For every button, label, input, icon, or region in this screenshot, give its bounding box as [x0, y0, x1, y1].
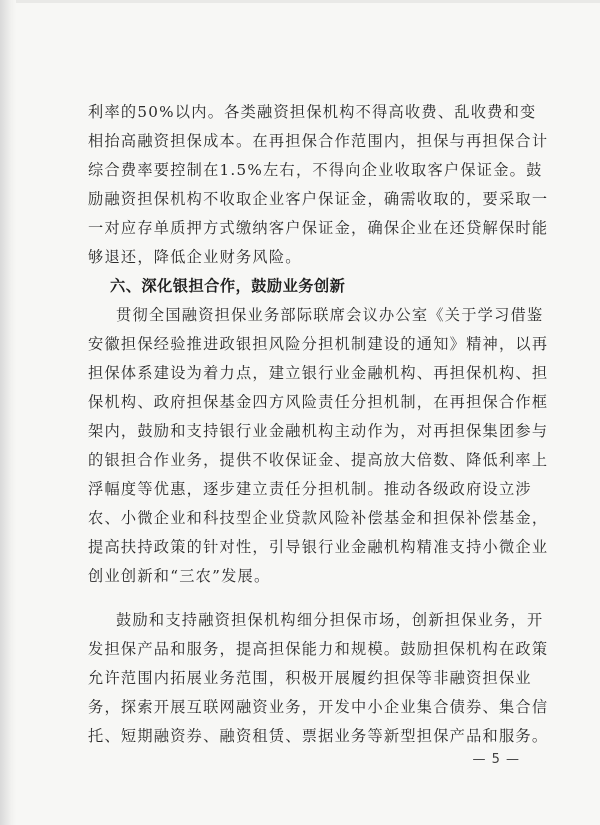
body-line: 架内，鼓励和支持银行业金融机构主动作为，对再担保集团参与	[88, 422, 549, 440]
body-line: 的银担合作业务，提供不收保证金、提高放大倍数、降低利率上	[88, 451, 549, 469]
paragraph-gap	[88, 591, 540, 606]
body-line: 够退还，降低企业财务风险。	[88, 248, 302, 266]
paragraph-start-line: 鼓励和支持融资担保机构细分担保市场，创新担保业务，开	[116, 611, 544, 629]
body-line: 务，探索开展互联网融资业务，开发中小企业集合债券、集合信	[88, 698, 549, 716]
body-line: 托、短期融资券、融资租赁、票据业务等新型担保产品和服务。	[88, 727, 549, 745]
scan-left-shadow	[0, 0, 16, 825]
body-line: 一对应存单质押方式缴纳客户保证金，确保企业在还贷解保时能	[88, 219, 549, 237]
body-line: 相抬高融资担保成本。在再担保合作范围内，担保与再担保合计	[88, 132, 549, 150]
paragraph-start-line: 贯彻全国融资担保业务部际联席会议办公室《关于学习借鉴	[116, 306, 544, 324]
section-heading: 六、深化银担合作，鼓励业务创新	[110, 277, 346, 295]
body-line: 保机构、政府担保基金四方风险责任分担机制，在再担保合作框	[88, 393, 549, 411]
page-number: — 5 —	[472, 752, 520, 767]
body-line: 综合费率要控制在1.5%左右，不得向企业收取客户保证金。鼓	[88, 161, 543, 179]
body-line: 励融资担保机构不收取企业客户保证金，确需收取的，要采取一	[88, 190, 549, 208]
body-line: 农、小微企业和科技型企业贷款风险补偿基金和担保补偿基金，	[88, 509, 549, 527]
body-line: 允许范围内拓展业务范围，积极开展履约担保等非融资担保业	[88, 669, 532, 687]
body-line: 创业创新和“三农”发展。	[88, 567, 271, 585]
scan-top-edge	[16, 0, 600, 3]
body-line: 利率的50%以内。各类融资担保机构不得高收费、乱收费和变	[88, 103, 537, 121]
body-line: 安徽担保经验推进政银担风险分担机制建设的通知》精神，以再	[88, 335, 549, 353]
body-line: 发担保产品和服务，提高担保能力和规模。鼓励担保机构在政策	[88, 640, 549, 658]
body-line: 担保体系建设为着力点，建立银行业金融机构、再担保机构、担	[88, 364, 549, 382]
body-line: 浮幅度等优惠，逐步建立责任分担机制。推动各级政府设立涉	[88, 480, 532, 498]
document-body	[88, 98, 549, 751]
body-line: 提高扶持政策的针对性，引导银行业金融机构精准支持小微企业	[88, 538, 549, 556]
